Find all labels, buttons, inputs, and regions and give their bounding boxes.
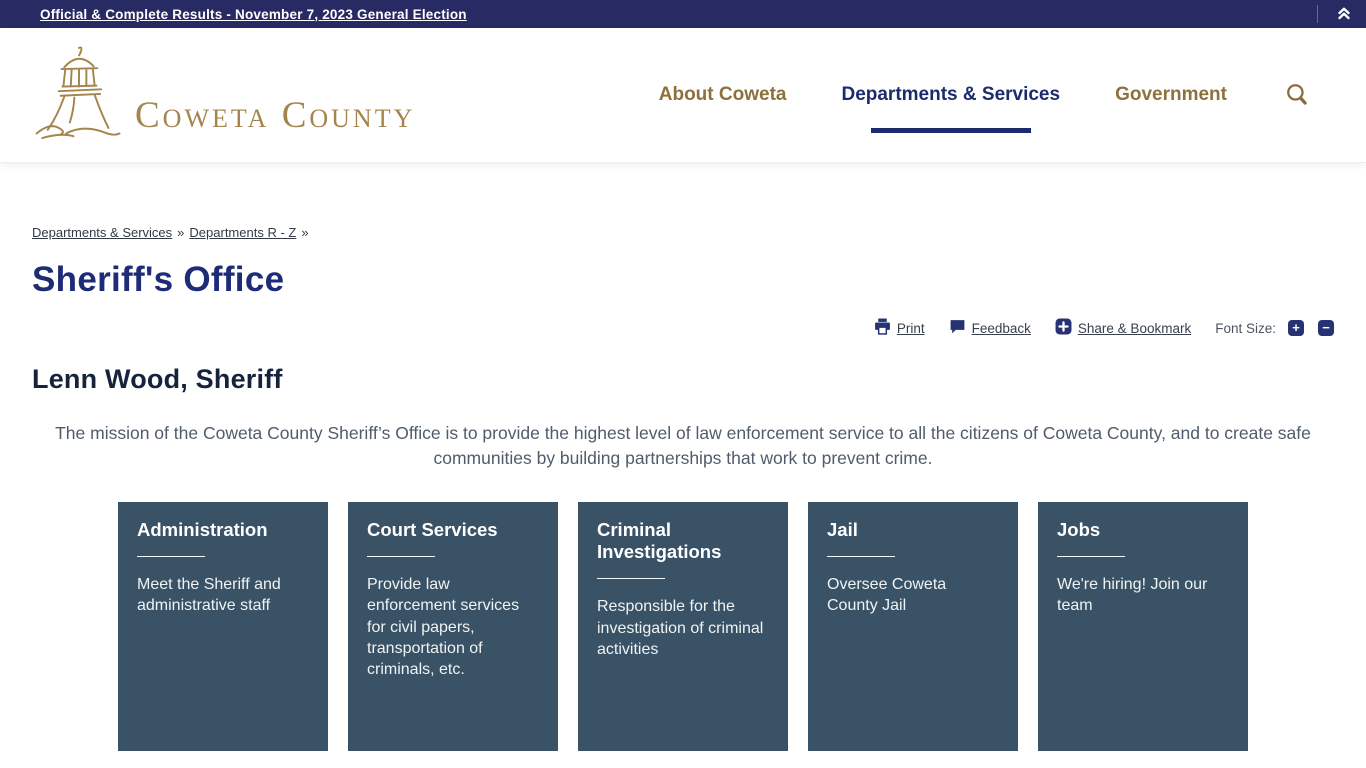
page-actions <box>32 318 1334 338</box>
nav-government[interactable]: Government <box>1115 84 1227 105</box>
collapse-banner-button[interactable] <box>1330 3 1358 26</box>
font-size-label: Font Size: <box>1215 320 1276 336</box>
banner-controls <box>1317 0 1358 28</box>
main-content <box>0 225 1366 751</box>
breadcrumb-separator: » <box>301 225 309 240</box>
department-cards <box>32 502 1334 751</box>
card-jobs[interactable] <box>1038 502 1248 751</box>
card-description: We're hiring! Join our team <box>1057 576 1208 615</box>
sheriff-heading: Lenn Wood, Sheriff <box>32 364 283 394</box>
font-size-increase-button[interactable]: + <box>1288 320 1304 336</box>
card-title: Jail <box>827 519 858 540</box>
card-title: Court Services <box>367 519 498 540</box>
site-logo[interactable] <box>33 43 415 148</box>
search-button[interactable] <box>1284 81 1310 110</box>
card-divider <box>367 556 435 557</box>
courthouse-tower-icon <box>33 43 125 148</box>
election-results-link[interactable]: Official & Complete Results - November 7, 2023 General Election <box>40 6 467 22</box>
feedback-link: Feedback <box>971 320 1031 336</box>
main-nav <box>659 81 1310 110</box>
card-title: Administration <box>137 519 268 540</box>
card-divider <box>597 578 665 579</box>
nav-about-coweta[interactable]: About Coweta <box>658 84 787 105</box>
card-court-services[interactable] <box>348 502 558 751</box>
print-link: Print <box>896 320 925 336</box>
card-title: Criminal Investigations <box>597 519 722 563</box>
card-title: Jobs <box>1057 519 1101 540</box>
card-jail[interactable] <box>808 502 1018 751</box>
banner-divider <box>1317 5 1318 23</box>
feedback-action[interactable] <box>949 318 1031 338</box>
breadcrumb-separator: » <box>177 225 185 240</box>
search-icon <box>1284 81 1310 110</box>
speech-bubble-icon <box>949 318 966 338</box>
card-description: Meet the Sheriff and administrative staff <box>137 576 281 615</box>
printer-icon <box>874 318 891 338</box>
mission-statement: The mission of the Coweta County Sheriff’s Office is to provide the highest level of law enforcement service to all the citizens of Coweta County, and to create safe communities by building partnerships that work to prevent crime. <box>55 423 1311 468</box>
card-divider <box>1057 556 1125 557</box>
logo-wordmark: Coweta County <box>135 94 416 136</box>
breadcrumb-departments-services[interactable]: Departments & Services <box>32 225 173 240</box>
card-description: Provide law enforcement services for civil papers, transportation of criminals, etc. <box>367 576 520 679</box>
share-plus-icon <box>1055 318 1072 338</box>
card-divider <box>137 556 205 557</box>
card-description: Oversee Coweta County Jail <box>827 576 947 615</box>
share-bookmark-link: Share & Bookmark <box>1077 320 1192 336</box>
breadcrumb-departments-r-z[interactable]: Departments R - Z <box>189 225 297 240</box>
nav-departments-services[interactable]: Departments & Services <box>841 84 1061 105</box>
card-administration[interactable] <box>118 502 328 751</box>
page-title: Sheriff's Office <box>32 260 285 299</box>
font-size-decrease-button[interactable]: − <box>1318 320 1334 336</box>
card-criminal-investigations[interactable] <box>578 502 788 751</box>
print-action[interactable] <box>874 318 925 338</box>
card-divider <box>827 556 895 557</box>
share-bookmark-action[interactable] <box>1055 318 1191 338</box>
chevron-up-double-icon <box>1336 5 1352 24</box>
card-description: Responsible for the investigation of criminal activities <box>597 598 764 658</box>
site-header <box>0 28 1366 163</box>
alert-banner <box>0 0 1366 28</box>
breadcrumb <box>32 225 1334 240</box>
